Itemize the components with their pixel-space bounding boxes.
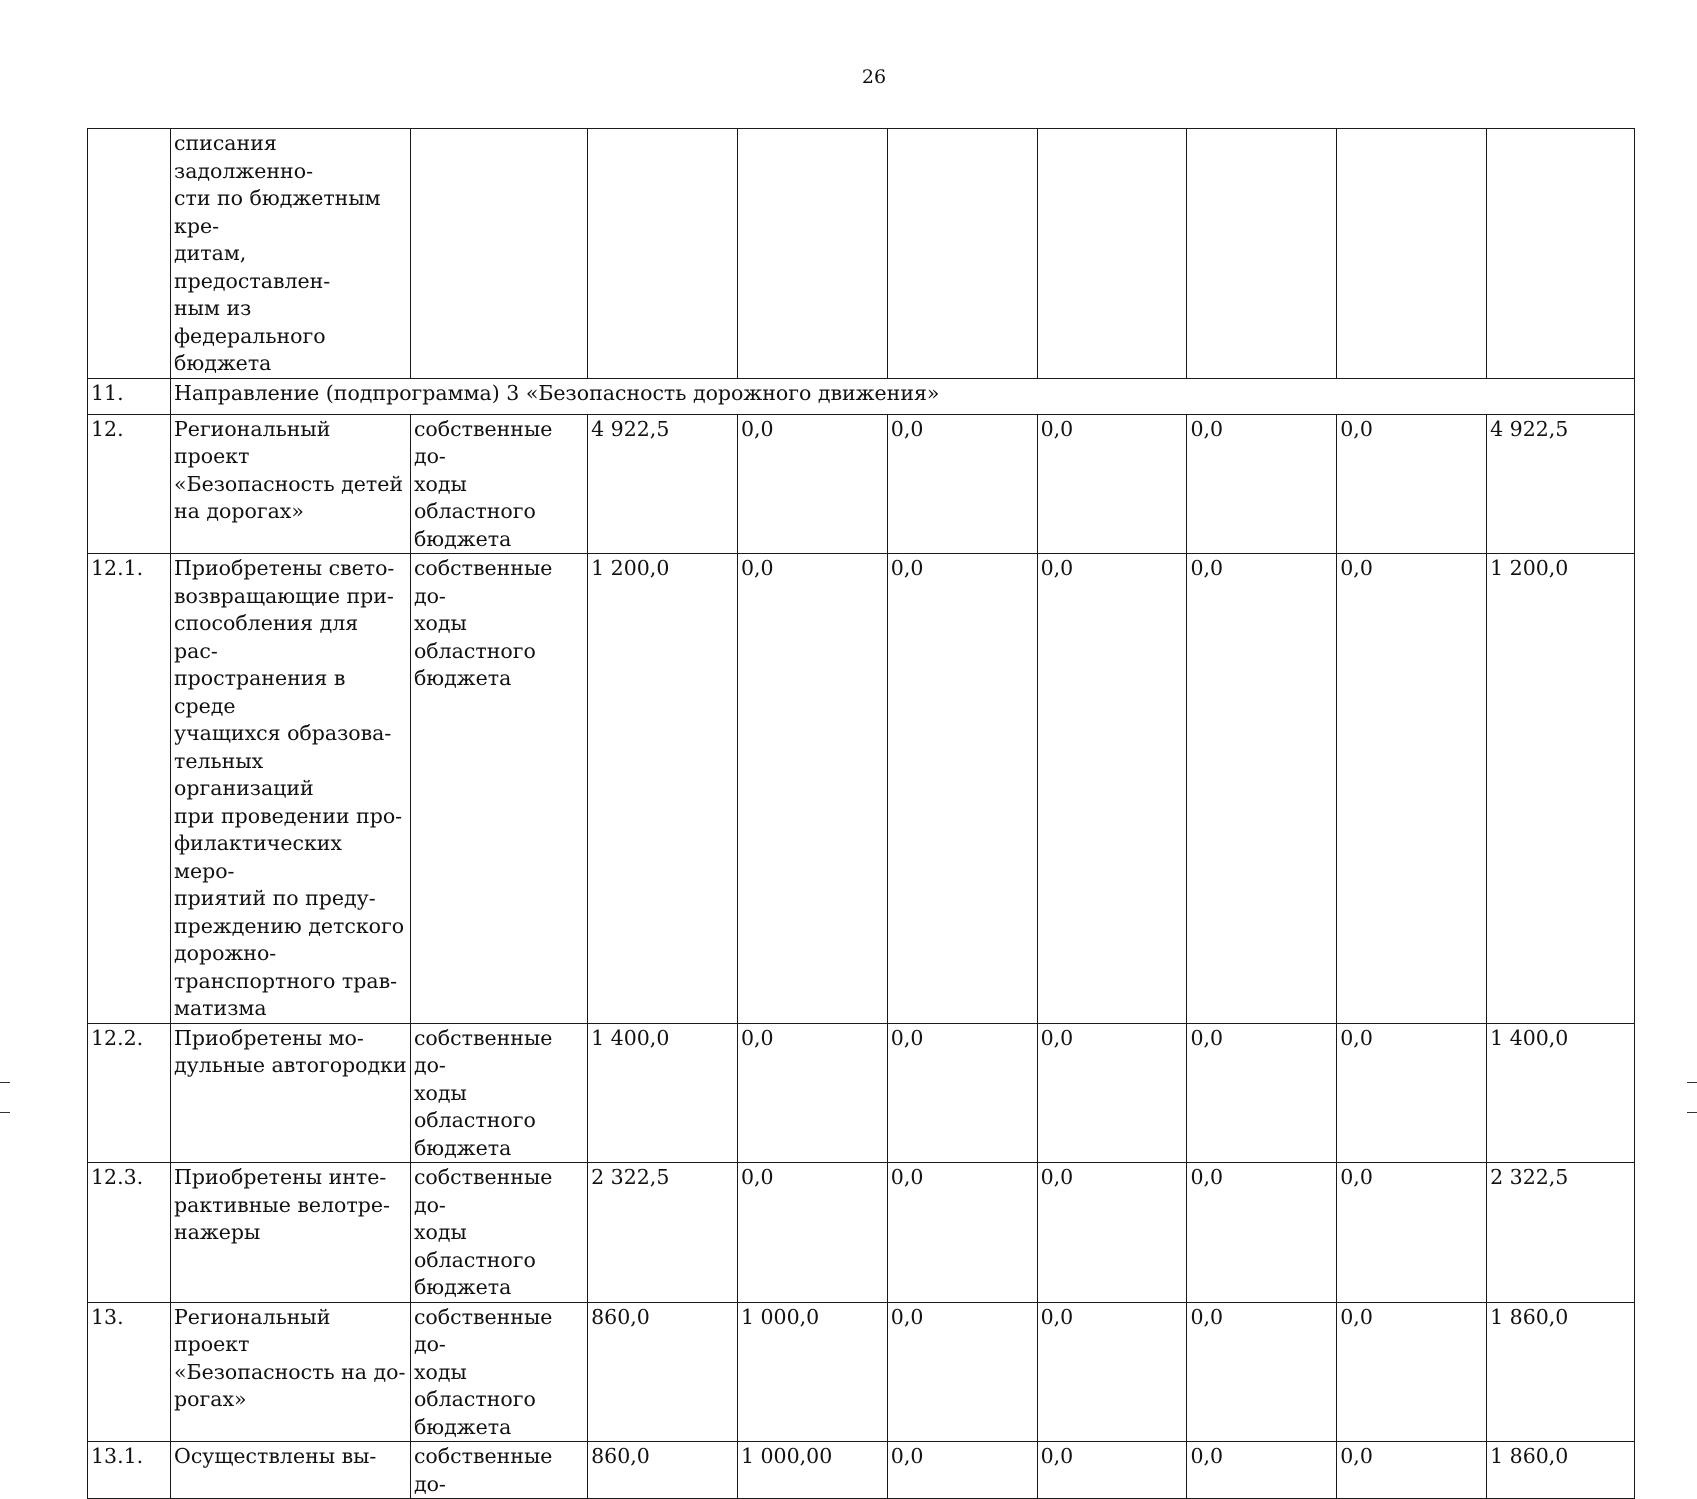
table-row: [88, 1442, 1635, 1499]
value-cell: 0,0: [1187, 1302, 1337, 1442]
funding-source-cell: собственные до-: [410, 1442, 587, 1499]
table-row: [88, 129, 1635, 379]
value-cell: 0,0: [887, 1442, 1037, 1499]
row-number-cell: 12.1.: [88, 554, 171, 1024]
page-number: 26: [861, 66, 887, 88]
row-number-cell: 12.: [88, 414, 171, 554]
value-cell: 860,0: [588, 1442, 738, 1499]
measure-name-cell: Приобретены инте- рактивные велотре- нажеры: [171, 1163, 411, 1303]
value-cell: 0,0: [887, 554, 1037, 1024]
right-margin-mark: [1687, 1112, 1697, 1113]
total-cell: 1 860,0: [1487, 1302, 1635, 1442]
total-cell: 1 400,0: [1487, 1023, 1635, 1163]
value-cell: [588, 129, 738, 379]
value-cell: [1337, 129, 1487, 379]
value-cell: 0,0: [887, 1023, 1037, 1163]
row-number-cell: 13.1.: [88, 1442, 171, 1499]
left-margin-mark: [0, 1112, 10, 1113]
value-cell: 0,0: [887, 414, 1037, 554]
row-number-cell: 11.: [88, 378, 171, 414]
value-cell: [887, 129, 1037, 379]
measure-name-cell: Приобретены мо- дульные автогородки: [171, 1023, 411, 1163]
value-cell: [1037, 129, 1187, 379]
table-row: [88, 554, 1635, 1024]
table-row: [88, 1302, 1635, 1442]
funding-source-cell: собственные до- ходы областного бюджета: [410, 554, 587, 1024]
total-cell: [1487, 129, 1635, 379]
value-cell: 0,0: [1037, 1163, 1187, 1303]
value-cell: 0,0: [1187, 554, 1337, 1024]
measure-name-cell: Региональный проект «Безопасность на до- рогах»: [171, 1302, 411, 1442]
total-cell: 2 322,5: [1487, 1163, 1635, 1303]
value-cell: 0,0: [1337, 1163, 1487, 1303]
measure-name-cell: Осуществлены вы-: [171, 1442, 411, 1499]
table-row: [88, 414, 1635, 554]
row-number-cell: 13.: [88, 1302, 171, 1442]
value-cell: 4 922,5: [588, 414, 738, 554]
total-cell: 1 200,0: [1487, 554, 1635, 1024]
value-cell: 0,0: [1037, 1442, 1187, 1499]
value-cell: 0,0: [1337, 414, 1487, 554]
value-cell: [737, 129, 887, 379]
value-cell: 0,0: [887, 1163, 1037, 1303]
section-title-cell: Направление (подпрограмма) 3 «Безопасность дорожного движения»: [171, 378, 1635, 414]
value-cell: 0,0: [737, 414, 887, 554]
right-margin-mark: [1687, 1082, 1697, 1083]
funding-source-cell: собственные до- ходы областного бюджета: [410, 1163, 587, 1303]
measure-name-cell: Приобретены свето- возвращающие при- способления для рас- пространения в среде учащихся образова- тельных организаций при проведении про- филактических меро- приятий по преду- преждению детского дорожно- транспортного трав- матизма: [171, 554, 411, 1024]
measure-name-cell: Региональный проект «Безопасность детей на дорогах»: [171, 414, 411, 554]
value-cell: 2 322,5: [588, 1163, 738, 1303]
left-margin-mark: [0, 1082, 10, 1083]
funding-source-cell: собственные до- ходы областного бюджета: [410, 414, 587, 554]
value-cell: 0,0: [737, 1163, 887, 1303]
value-cell: 0,0: [1337, 554, 1487, 1024]
value-cell: 0,0: [1187, 414, 1337, 554]
value-cell: 1 000,0: [737, 1302, 887, 1442]
table-row: [88, 1163, 1635, 1303]
table-row: [88, 1023, 1635, 1163]
value-cell: 0,0: [1037, 554, 1187, 1024]
total-cell: 1 860,0: [1487, 1442, 1635, 1499]
value-cell: 0,0: [737, 554, 887, 1024]
value-cell: 0,0: [1337, 1023, 1487, 1163]
value-cell: 0,0: [1037, 414, 1187, 554]
table-body: [88, 129, 1635, 1499]
value-cell: 0,0: [1337, 1442, 1487, 1499]
budget-table: [87, 128, 1635, 1499]
value-cell: 1 000,00: [737, 1442, 887, 1499]
value-cell: 0,0: [887, 1302, 1037, 1442]
funding-source-cell: [410, 129, 587, 379]
row-number-cell: [88, 129, 171, 379]
row-number-cell: 12.3.: [88, 1163, 171, 1303]
row-number-cell: 12.2.: [88, 1023, 171, 1163]
value-cell: 0,0: [1187, 1442, 1337, 1499]
measure-name-cell: списания задолженно- сти по бюджетным кре- дитам, предоставлен- ным из федерального бюджета: [171, 129, 411, 379]
value-cell: 1 200,0: [588, 554, 738, 1024]
section-row: [88, 378, 1635, 414]
value-cell: [1187, 129, 1337, 379]
value-cell: 0,0: [737, 1023, 887, 1163]
value-cell: 0,0: [1187, 1023, 1337, 1163]
funding-source-cell: собственные до- ходы областного бюджета: [410, 1023, 587, 1163]
value-cell: 0,0: [1187, 1163, 1337, 1303]
value-cell: 0,0: [1037, 1302, 1187, 1442]
total-cell: 4 922,5: [1487, 414, 1635, 554]
value-cell: 860,0: [588, 1302, 738, 1442]
value-cell: 0,0: [1037, 1023, 1187, 1163]
funding-source-cell: собственные до- ходы областного бюджета: [410, 1302, 587, 1442]
value-cell: 0,0: [1337, 1302, 1487, 1442]
value-cell: 1 400,0: [588, 1023, 738, 1163]
